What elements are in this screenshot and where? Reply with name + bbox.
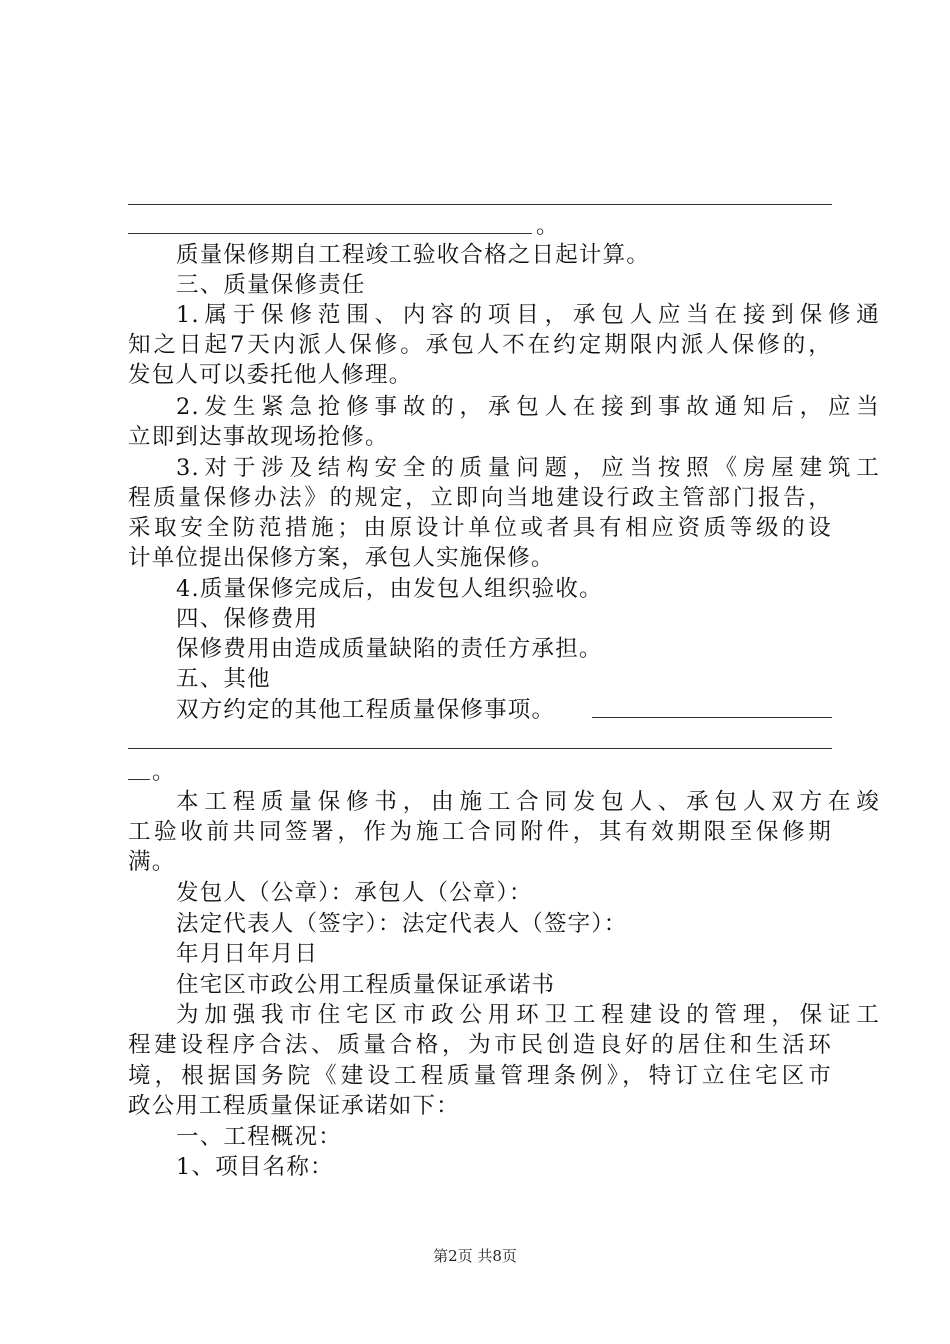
blank-line <box>128 748 832 749</box>
blank-line <box>128 233 532 234</box>
text-line: 知之日起7天内派人保修。承包人不在约定期限内派人保修的， <box>128 332 832 358</box>
blank-line <box>128 204 832 205</box>
text-line: 1.属于保修范围、内容的项目，承包人应当在接到保修通 <box>176 302 880 328</box>
text-line: 政公用工程质量保证承诺如下： <box>128 1093 460 1119</box>
text-line: 1、项目名称： <box>176 1154 334 1180</box>
date-line: 年月日年月日 <box>176 941 319 967</box>
section-heading: 三、质量保修责任 <box>176 272 366 298</box>
text-line: 双方约定的其他工程质量保修事项。 <box>176 697 556 723</box>
text-line: 2.发生紧急抢修事故的，承包人在接到事故通知后，应当 <box>176 394 880 420</box>
signature-line: 法定代表人（签字）：法定代表人（签字）： <box>176 911 628 937</box>
text-line: 3.对于涉及结构安全的质量问题，应当按照《房屋建筑工 <box>176 455 880 481</box>
text-line: 程建设程序合法、质量合格，为市民创造良好的居住和生活环 <box>128 1032 832 1058</box>
signature-line: 发包人（公章）：承包人（公章）： <box>176 880 533 906</box>
text-line: 计单位提出保修方案，承包人实施保修。 <box>128 545 555 571</box>
text-line: 本工程质量保修书，由施工合同发包人、承包人双方在竣 <box>176 789 880 815</box>
text-line: 为加强我市住宅区市政公用环卫工程建设的管理，保证工 <box>176 1002 880 1028</box>
text-line: 立即到达事故现场抢修。 <box>128 424 389 450</box>
blank-line <box>592 717 832 718</box>
text-line: 。 <box>152 759 176 785</box>
text-line: 程质量保修办法》的规定，立即向当地建设行政主管部门报告， <box>128 485 832 511</box>
text-line: 保修费用由造成质量缺陷的责任方承担。 <box>176 636 603 662</box>
text-line: 发包人可以委托他人修理。 <box>128 362 413 388</box>
text-line: 。 <box>536 213 560 239</box>
section-heading: 五、其他 <box>176 666 271 692</box>
text-line: 满。 <box>128 849 176 875</box>
text-line: 4.质量保修完成后，由发包人组织验收。 <box>176 576 603 602</box>
text-line: 采取安全防范措施；由原设计单位或者具有相应资质等级的设 <box>128 515 832 541</box>
text-line: 质量保修期自工程竣工验收合格之日起计算。 <box>176 242 651 268</box>
text-line: 工验收前共同签署，作为施工合同附件，其有效期限至保修期 <box>128 819 832 845</box>
text-line: 境，根据国务院《建设工程质量管理条例》，特订立住宅区市 <box>128 1063 832 1089</box>
page-number: 第2页 共8页 <box>433 1247 517 1265</box>
section-heading: 一、工程概况： <box>176 1124 342 1150</box>
section-heading: 四、保修费用 <box>176 606 319 632</box>
blank-line <box>128 779 150 780</box>
document-title: 住宅区市政公用工程质量保证承诺书 <box>176 972 556 998</box>
